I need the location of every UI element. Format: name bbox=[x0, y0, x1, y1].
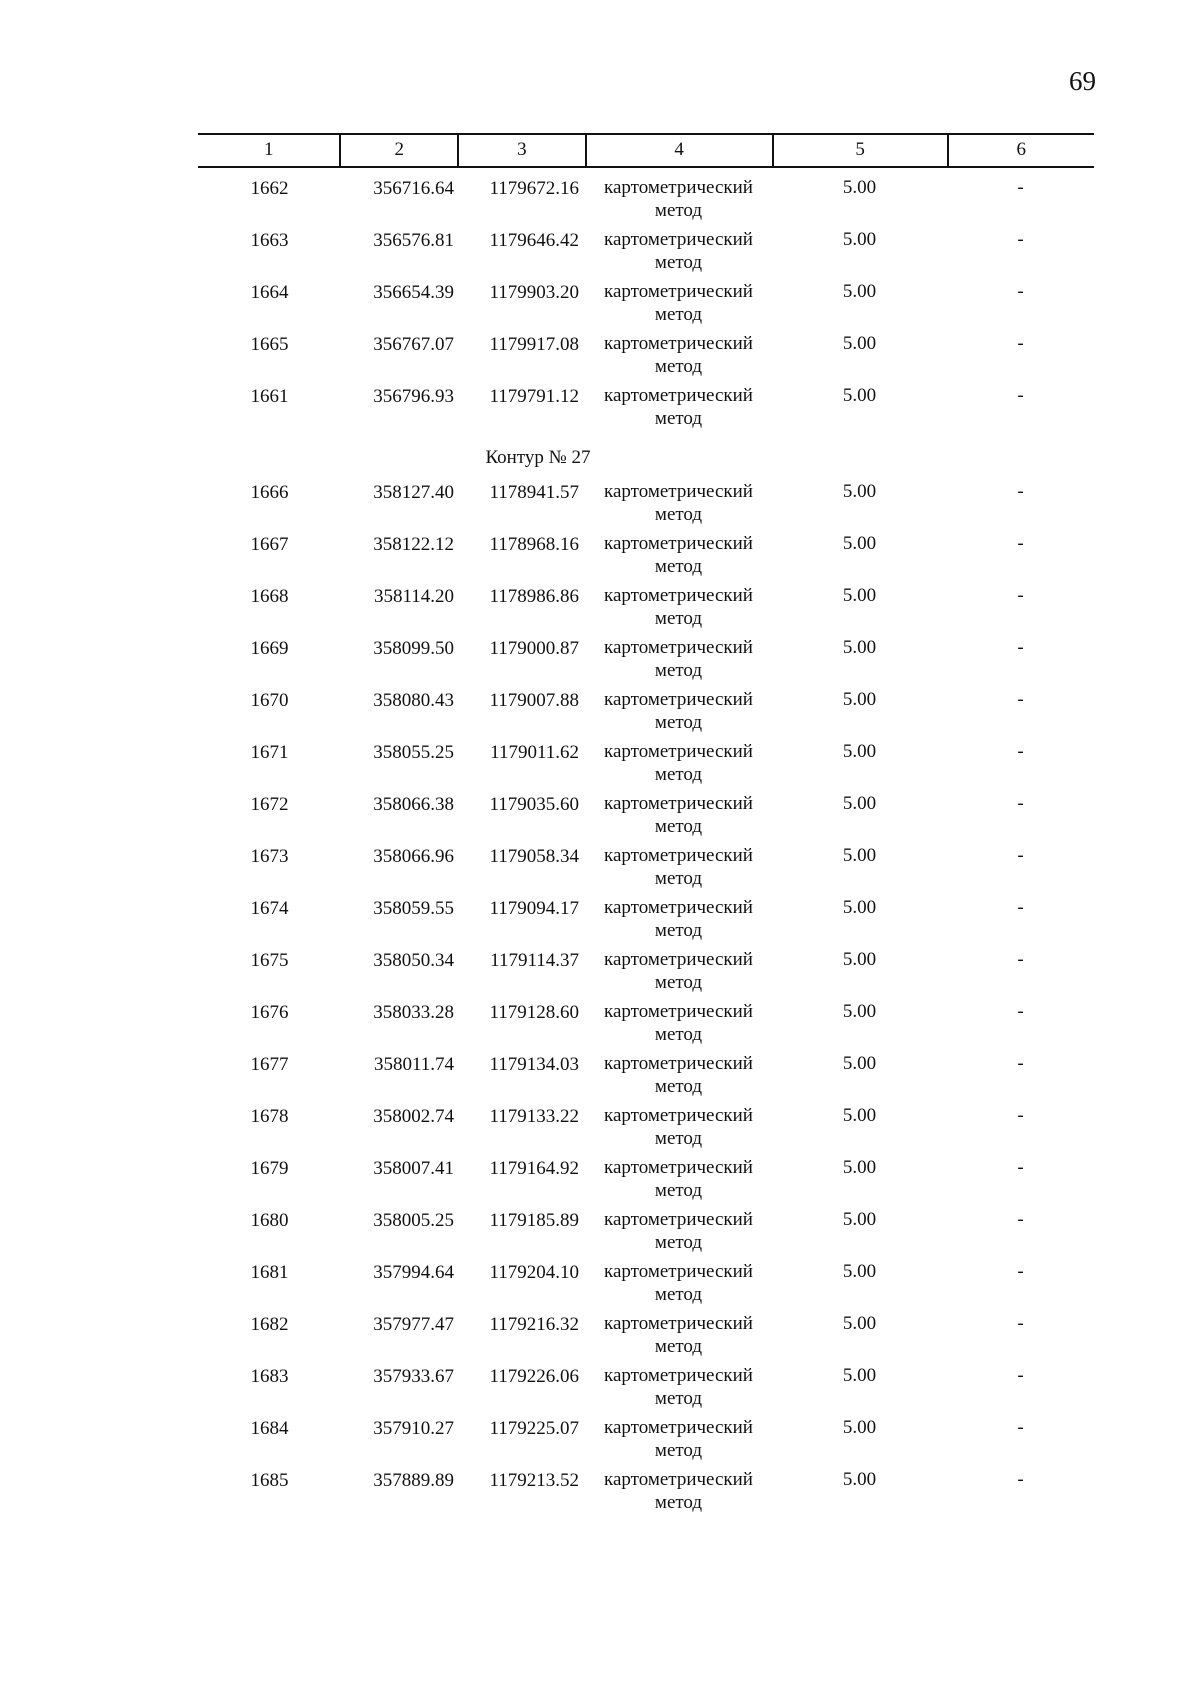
description: - bbox=[1017, 1105, 1024, 1126]
y-coordinate: 1179134.03 bbox=[489, 1054, 579, 1075]
description: - bbox=[1017, 385, 1024, 406]
method-cell bbox=[585, 228, 772, 280]
method-line-1: картометрический bbox=[604, 281, 753, 302]
point-number: 1664 bbox=[250, 282, 289, 303]
table-body bbox=[198, 176, 1094, 1520]
x-coordinate: 356576.81 bbox=[373, 230, 454, 251]
x-coordinate: 357889.89 bbox=[373, 1470, 454, 1491]
method-line-2: метод bbox=[654, 1076, 703, 1097]
method-line-1: картометрический bbox=[604, 1261, 753, 1282]
point-number: 1670 bbox=[250, 690, 289, 711]
method-line-1: картометрический bbox=[604, 585, 753, 606]
method-line-1: картометрический bbox=[604, 689, 753, 710]
x-coordinate: 356654.39 bbox=[373, 282, 454, 303]
table-row bbox=[198, 1208, 1094, 1260]
y-coordinate: 1179128.60 bbox=[489, 1002, 579, 1023]
description: - bbox=[1017, 1417, 1024, 1438]
table-row bbox=[198, 844, 1094, 896]
accuracy: 5.00 bbox=[842, 177, 877, 198]
description: - bbox=[1017, 949, 1024, 970]
method-cell bbox=[585, 1208, 772, 1260]
y-coordinate: 1178986.86 bbox=[489, 586, 579, 607]
table-row bbox=[198, 792, 1094, 844]
method-line-1: картометрический bbox=[604, 385, 753, 406]
method-line-1: картометрический bbox=[604, 1365, 753, 1386]
method-cell bbox=[585, 740, 772, 792]
method-line-1: картометрический bbox=[604, 229, 753, 250]
description: - bbox=[1017, 637, 1024, 658]
accuracy: 5.00 bbox=[842, 585, 877, 606]
method-cell bbox=[585, 1104, 772, 1156]
description: - bbox=[1017, 585, 1024, 606]
y-coordinate: 1179204.10 bbox=[489, 1262, 579, 1283]
method-cell bbox=[585, 688, 772, 740]
accuracy: 5.00 bbox=[842, 1365, 877, 1386]
page-number: 69 bbox=[1069, 66, 1096, 96]
table-row bbox=[198, 740, 1094, 792]
point-number: 1666 bbox=[250, 482, 289, 503]
method-line-2: метод bbox=[654, 868, 703, 889]
y-coordinate: 1179114.37 bbox=[490, 950, 579, 971]
method-line-1: картометрический bbox=[604, 793, 753, 814]
description: - bbox=[1017, 897, 1024, 918]
accuracy: 5.00 bbox=[842, 845, 877, 866]
x-coordinate: 358002.74 bbox=[373, 1106, 454, 1127]
method-line-1: картометрический bbox=[604, 177, 753, 198]
description: - bbox=[1017, 689, 1024, 710]
description: - bbox=[1017, 333, 1024, 354]
point-number: 1667 bbox=[250, 534, 289, 555]
method-line-2: метод bbox=[654, 1440, 703, 1461]
method-cell bbox=[585, 1260, 772, 1312]
method-line-1: картометрический bbox=[604, 741, 753, 762]
table-row bbox=[198, 688, 1094, 740]
y-coordinate: 1179035.60 bbox=[489, 794, 579, 815]
y-coordinate: 1179213.52 bbox=[489, 1470, 579, 1491]
method-cell bbox=[585, 844, 772, 896]
point-number: 1663 bbox=[250, 230, 289, 251]
method-cell bbox=[585, 1156, 772, 1208]
description: - bbox=[1017, 741, 1024, 762]
method-cell bbox=[585, 532, 772, 584]
table-row bbox=[198, 1052, 1094, 1104]
method-cell bbox=[585, 1468, 772, 1520]
method-line-2: метод bbox=[654, 1232, 703, 1253]
point-number: 1675 bbox=[250, 950, 289, 971]
method-cell bbox=[585, 384, 772, 436]
x-coordinate: 358005.25 bbox=[373, 1210, 454, 1231]
method-line-1: картометрический bbox=[604, 845, 753, 866]
method-cell bbox=[585, 1312, 772, 1364]
y-coordinate: 1179133.22 bbox=[489, 1106, 579, 1127]
method-cell bbox=[585, 280, 772, 332]
table-row bbox=[198, 1416, 1094, 1468]
x-coordinate: 356796.93 bbox=[373, 386, 454, 407]
point-number: 1680 bbox=[250, 1210, 289, 1231]
accuracy: 5.00 bbox=[842, 481, 877, 502]
description: - bbox=[1017, 1157, 1024, 1178]
table-row bbox=[198, 1260, 1094, 1312]
method-cell bbox=[585, 792, 772, 844]
y-coordinate: 1179007.88 bbox=[489, 690, 579, 711]
table-row bbox=[198, 896, 1094, 948]
method-line-2: метод bbox=[654, 1336, 703, 1357]
point-number: 1684 bbox=[250, 1418, 289, 1439]
method-cell bbox=[585, 584, 772, 636]
table-row bbox=[198, 1104, 1094, 1156]
method-line-2: метод bbox=[654, 1388, 703, 1409]
accuracy: 5.00 bbox=[842, 689, 877, 710]
y-coordinate: 1178941.57 bbox=[489, 482, 579, 503]
y-coordinate: 1179225.07 bbox=[489, 1418, 579, 1439]
description: - bbox=[1017, 1261, 1024, 1282]
method-cell bbox=[585, 1000, 772, 1052]
accuracy: 5.00 bbox=[842, 897, 877, 918]
y-coordinate: 1179164.92 bbox=[489, 1158, 579, 1179]
method-line-2: метод bbox=[654, 504, 703, 525]
method-line-2: метод bbox=[654, 356, 703, 377]
description: - bbox=[1017, 845, 1024, 866]
description: - bbox=[1017, 1053, 1024, 1074]
point-number: 1665 bbox=[250, 334, 289, 355]
method-line-1: картометрический bbox=[604, 533, 753, 554]
table-row bbox=[198, 948, 1094, 1000]
point-number: 1683 bbox=[250, 1366, 289, 1387]
y-coordinate: 1178968.16 bbox=[489, 534, 579, 555]
description: - bbox=[1017, 1313, 1024, 1334]
table-row bbox=[198, 228, 1094, 280]
column-header-1: 1 bbox=[198, 135, 341, 166]
y-coordinate: 1179011.62 bbox=[490, 742, 579, 763]
table-row bbox=[198, 1000, 1094, 1052]
method-cell bbox=[585, 332, 772, 384]
method-line-2: метод bbox=[654, 764, 703, 785]
y-coordinate: 1179903.20 bbox=[489, 282, 579, 303]
method-line-1: картометрический bbox=[604, 1469, 753, 1490]
table-row bbox=[198, 384, 1094, 436]
method-line-2: метод bbox=[654, 1492, 703, 1513]
method-line-1: картометрический bbox=[604, 1157, 753, 1178]
x-coordinate: 358011.74 bbox=[373, 1054, 454, 1075]
x-coordinate: 358050.34 bbox=[373, 950, 454, 971]
y-coordinate: 1179646.42 bbox=[489, 230, 579, 251]
method-line-2: метод bbox=[654, 408, 703, 429]
method-line-1: картометрический bbox=[604, 637, 753, 658]
method-line-1: картометрический bbox=[604, 333, 753, 354]
method-line-2: метод bbox=[654, 660, 703, 681]
y-coordinate: 1179185.89 bbox=[489, 1210, 579, 1231]
method-line-1: картометрический bbox=[604, 481, 753, 502]
description: - bbox=[1017, 1001, 1024, 1022]
method-cell bbox=[585, 1416, 772, 1468]
table-row bbox=[198, 1312, 1094, 1364]
contour-title: Контур № 27 bbox=[485, 447, 591, 468]
method-line-2: метод bbox=[654, 1284, 703, 1305]
method-line-1: картометрический bbox=[604, 1105, 753, 1126]
table-row bbox=[198, 636, 1094, 688]
accuracy: 5.00 bbox=[842, 229, 877, 250]
table-row bbox=[198, 1156, 1094, 1208]
y-coordinate: 1179000.87 bbox=[489, 638, 579, 659]
x-coordinate: 357910.27 bbox=[373, 1418, 454, 1439]
accuracy: 5.00 bbox=[842, 1157, 877, 1178]
table-header bbox=[198, 133, 1094, 168]
accuracy: 5.00 bbox=[842, 741, 877, 762]
column-header-3: 3 bbox=[459, 135, 587, 166]
x-coordinate: 358127.40 bbox=[373, 482, 454, 503]
method-line-2: метод bbox=[654, 1128, 703, 1149]
point-number: 1673 bbox=[250, 846, 289, 867]
method-line-2: метод bbox=[654, 920, 703, 941]
table-row bbox=[198, 280, 1094, 332]
method-line-2: метод bbox=[654, 252, 703, 273]
column-header-5: 5 bbox=[774, 135, 949, 166]
accuracy: 5.00 bbox=[842, 1053, 877, 1074]
description: - bbox=[1017, 481, 1024, 502]
x-coordinate: 358007.41 bbox=[373, 1158, 454, 1179]
point-number: 1676 bbox=[250, 1002, 289, 1023]
description: - bbox=[1017, 533, 1024, 554]
method-cell bbox=[585, 636, 772, 688]
method-line-1: картометрический bbox=[604, 1209, 753, 1230]
description: - bbox=[1017, 177, 1024, 198]
x-coordinate: 358114.20 bbox=[373, 586, 454, 607]
table-row bbox=[198, 1468, 1094, 1520]
description: - bbox=[1017, 229, 1024, 250]
x-coordinate: 356767.07 bbox=[373, 334, 454, 355]
point-number: 1671 bbox=[250, 742, 289, 763]
y-coordinate: 1179791.12 bbox=[489, 386, 579, 407]
x-coordinate: 358066.96 bbox=[373, 846, 454, 867]
method-cell bbox=[585, 1364, 772, 1416]
x-coordinate: 357977.47 bbox=[373, 1314, 454, 1335]
method-line-2: метод bbox=[654, 200, 703, 221]
method-line-2: метод bbox=[654, 1180, 703, 1201]
x-coordinate: 358066.38 bbox=[373, 794, 454, 815]
y-coordinate: 1179226.06 bbox=[489, 1366, 579, 1387]
column-header-4: 4 bbox=[587, 135, 774, 166]
point-number: 1672 bbox=[250, 794, 289, 815]
accuracy: 5.00 bbox=[842, 949, 877, 970]
x-coordinate: 358055.25 bbox=[373, 742, 454, 763]
description: - bbox=[1017, 793, 1024, 814]
table-row bbox=[198, 584, 1094, 636]
table-row bbox=[198, 1364, 1094, 1416]
description: - bbox=[1017, 1209, 1024, 1230]
point-number: 1662 bbox=[250, 178, 289, 199]
table-row bbox=[198, 176, 1094, 228]
y-coordinate: 1179058.34 bbox=[489, 846, 579, 867]
x-coordinate: 358099.50 bbox=[373, 638, 454, 659]
accuracy: 5.00 bbox=[842, 1261, 877, 1282]
x-coordinate: 357933.67 bbox=[373, 1366, 454, 1387]
method-line-2: метод bbox=[654, 304, 703, 325]
x-coordinate: 356716.64 bbox=[373, 178, 454, 199]
table-row bbox=[198, 332, 1094, 384]
x-coordinate: 358080.43 bbox=[373, 690, 454, 711]
accuracy: 5.00 bbox=[842, 281, 877, 302]
method-cell bbox=[585, 1052, 772, 1104]
method-line-2: метод bbox=[654, 608, 703, 629]
description: - bbox=[1017, 281, 1024, 302]
method-cell bbox=[585, 948, 772, 1000]
point-number: 1682 bbox=[250, 1314, 289, 1335]
method-line-1: картометрический bbox=[604, 897, 753, 918]
point-number: 1679 bbox=[250, 1158, 289, 1179]
method-cell bbox=[585, 480, 772, 532]
column-header-6: 6 bbox=[1016, 139, 1027, 160]
x-coordinate: 358033.28 bbox=[373, 1002, 454, 1023]
y-coordinate: 1179216.32 bbox=[489, 1314, 579, 1335]
description: - bbox=[1017, 1469, 1024, 1490]
point-number: 1681 bbox=[250, 1262, 289, 1283]
method-line-1: картометрический bbox=[604, 1417, 753, 1438]
method-line-1: картометрический bbox=[604, 1053, 753, 1074]
point-number: 1669 bbox=[250, 638, 289, 659]
accuracy: 5.00 bbox=[842, 385, 877, 406]
point-number: 1661 bbox=[250, 386, 289, 407]
accuracy: 5.00 bbox=[842, 793, 877, 814]
method-line-1: картометрический bbox=[604, 949, 753, 970]
method-line-2: метод bbox=[654, 972, 703, 993]
method-cell bbox=[585, 176, 772, 228]
accuracy: 5.00 bbox=[842, 1001, 877, 1022]
point-number: 1677 bbox=[250, 1054, 289, 1075]
y-coordinate: 1179094.17 bbox=[489, 898, 579, 919]
y-coordinate: 1179917.08 bbox=[489, 334, 579, 355]
method-line-2: метод bbox=[654, 1024, 703, 1045]
table-row bbox=[198, 480, 1094, 532]
accuracy: 5.00 bbox=[842, 533, 877, 554]
x-coordinate: 358059.55 bbox=[373, 898, 454, 919]
accuracy: 5.00 bbox=[842, 637, 877, 658]
method-line-2: метод bbox=[654, 556, 703, 577]
x-coordinate: 357994.64 bbox=[373, 1262, 454, 1283]
point-number: 1678 bbox=[250, 1106, 289, 1127]
point-number: 1685 bbox=[250, 1470, 289, 1491]
method-line-1: картометрический bbox=[604, 1001, 753, 1022]
accuracy: 5.00 bbox=[842, 1469, 877, 1490]
y-coordinate: 1179672.16 bbox=[489, 178, 579, 199]
accuracy: 5.00 bbox=[842, 1209, 877, 1230]
point-number: 1668 bbox=[250, 586, 289, 607]
method-line-2: метод bbox=[654, 816, 703, 837]
table-row bbox=[198, 532, 1094, 584]
accuracy: 5.00 bbox=[842, 1313, 877, 1334]
column-header-2: 2 bbox=[341, 135, 459, 166]
description: - bbox=[1017, 1365, 1024, 1386]
method-line-2: метод bbox=[654, 712, 703, 733]
method-cell bbox=[585, 896, 772, 948]
accuracy: 5.00 bbox=[842, 1417, 877, 1438]
point-number: 1674 bbox=[250, 898, 289, 919]
accuracy: 5.00 bbox=[842, 1105, 877, 1126]
x-coordinate: 358122.12 bbox=[373, 534, 454, 555]
method-line-1: картометрический bbox=[604, 1313, 753, 1334]
accuracy: 5.00 bbox=[842, 333, 877, 354]
